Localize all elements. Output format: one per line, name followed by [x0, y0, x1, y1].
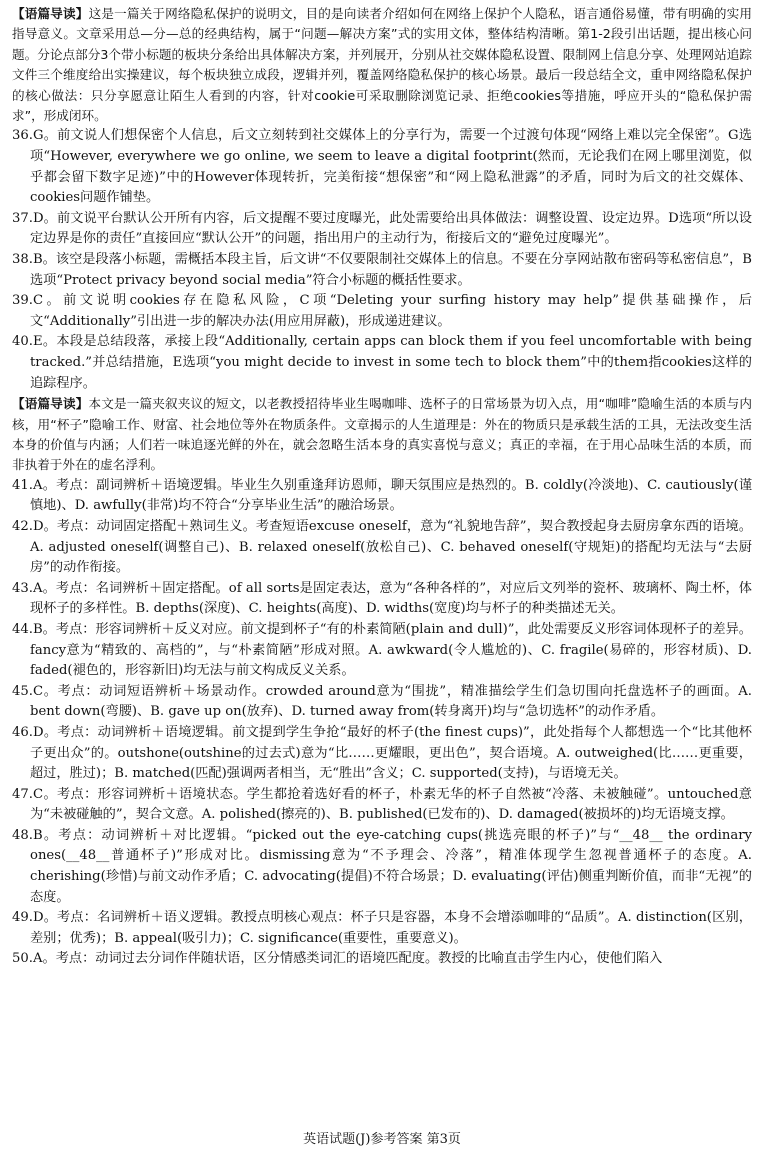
answer-item [12, 826, 752, 908]
question-number: 49. [12, 910, 33, 926]
question-number: 50. [12, 951, 33, 967]
answer-item [12, 517, 752, 579]
question-number: 41. [12, 477, 33, 493]
answer-item [12, 291, 752, 332]
intro-label: 【语篇导读】 [12, 396, 89, 412]
question-number: 48. [12, 827, 33, 843]
answer-item [12, 908, 752, 949]
answer-text: D。考点：名词辨析＋语义逻辑。教授点明核心观点：杯子只是容器，本身不会增添咖啡的“品质”。A. distinction(区别，差别；优秀)；B. appeal(吸引力)；C. significance(重要性，重要意义)。 [30, 910, 752, 946]
answer-item [12, 682, 752, 723]
page-footer: 英语试题(J)参考答案 第3页 [303, 1132, 461, 1147]
question-number: 45. [12, 683, 33, 699]
answer-key-page [12, 4, 752, 970]
question-number: 39. [12, 293, 33, 309]
answer-text: D。考点：动词固定搭配＋熟词生义。考查短语excuse oneself，意为“礼貌地告辞”，契合教授起身去厨房拿东西的语境。A. adjusted oneself(调整自己)、B. relaxed oneself(放松自己)、C. behaved oneself(守规矩)的搭配均无法与“去厨房”的动作衔接。 [30, 518, 752, 576]
answer-text: A。考点：动词过去分词作伴随状语，区分情感类词汇的语境匹配度。教授的比喻直击学生内心，使他们陷入 [32, 951, 663, 967]
intro-text: 本文是一篇夹叙夹议的短文，以老教授招待毕业生喝咖啡、选杯子的日常场景为切入点，用“咖啡”隐喻生活的本质与内核，用“杯子”隐喻工作、财富、社会地位等外在物质条件。文章揭示的人生道理是：外在的物质只是承载生活的工具，无法改变生活本身的价值与内涵；人们若一味追逐光鲜的外在，就会忽略生活本身的真实喜悦与意义；真正的幸福，在于用心品味生活的本质，而非执着于外在的虚名浮利。 [12, 396, 752, 473]
question-number: 42. [12, 518, 33, 534]
answer-text: B。考点：形容词辨析＋反义对应。前文提到杯子“有的朴素简陋(plain and dull)”，此处需要反义形容词体现杯子的差异。fancy意为“精致的、高档的”，与“朴素简陋”形成对照。A. awkward(令人尴尬的)、C. fragile(易碎的，形容材质)、D. faded(褪色的，形容新旧)均无法与前文构成反义关系。 [30, 621, 752, 679]
answer-item [12, 476, 752, 517]
question-number: 44. [12, 621, 33, 637]
question-number: 46. [12, 724, 33, 740]
answer-item [12, 250, 752, 291]
answer-text: E。本段是总结段落，承接上段“Additionally, certain apps can block them if you feel uncomfortable with being tracked.”并总结措施，E选项“you might decide to invest in some tech to block them”中的them指cookies这样的追踪程序。 [30, 334, 752, 391]
answer-text: A。考点：名词辨析＋固定搭配。of all sorts是固定表达，意为“各种各样的”，对应后文列举的瓷杯、玻璃杯、陶土杯，体现杯子的多样性。B. depths(深度)、C. heights(高度)、D. widths(宽度)均与杯子的种类描述无关。 [30, 580, 752, 617]
answer-text: D。考点：动词辨析＋语境逻辑。前文提到学生争抢“最好的杯子(the finest cups)”，此处指每个人都想选一个“比其他杯子更出众”的。outshone(outshine的过去式)意为“比……更耀眼，更出色”，契合语境。A. outweighed(比……更重要，超过，胜过)；B. matched(匹配)强调两者相当，无“胜出”含义；C. supported(支持)，与语境无关。 [30, 724, 752, 782]
question-number: 38. [12, 252, 33, 267]
answer-text: C。考点：动词短语辨析＋场景动作。crowded around意为“围拢”，精准描绘学生们急切围向托盘选杯子的画面。A. bent down(弯腰)、B. gave up on(放弃)、D. turned away from(转身离开)均与“急切选杯”的动作矛盾。 [30, 683, 752, 720]
answer-item [12, 209, 752, 250]
answer-item [12, 785, 752, 826]
answer-text: G。前文说人们想保密个人信息，后文立刻转到社交媒体上的分享行为，需要一个过渡句体现“网络上难以完全保密”。G选项“However, everywhere we go online, we seem to leave a digital footprint(然而，无论我们在网上哪里浏览，似乎都会留下数字足迹)”中的However体现转折，完美衔接“想保密”和“网上隐私泄露”的矛盾，同时为后文的社交媒体、cookies问题作铺垫。 [30, 128, 752, 206]
answer-item [12, 723, 752, 785]
answers-block-2 [12, 476, 752, 970]
passage-intro-1 [12, 4, 752, 126]
passage-intro-2 [12, 394, 752, 476]
question-number: 40. [12, 334, 33, 350]
intro-label: 【语篇导读】 [12, 6, 89, 21]
answer-text: C。前文说明cookies存在隐私风险，C项“Deleting your surfing history may help”提供基础操作，后文“Additionally”引出进一步的解决办法(用应用屏蔽)，形成递进建议。 [30, 293, 752, 329]
answer-item [12, 126, 752, 208]
answer-item [12, 620, 752, 682]
answer-item [12, 949, 752, 970]
answer-item [12, 332, 752, 394]
question-number: 37. [12, 210, 33, 226]
question-number: 47. [12, 786, 33, 802]
answer-text: B。该空是段落小标题，需概括本段主旨，后文讲“不仅要限制社交媒体上的信息。不要在分享网站散布密码等私密信息”，B选项“Protect privacy beyond social media”符合小标题的概括性要求。 [30, 252, 752, 288]
answer-text: A。考点：副词辨析＋语境逻辑。毕业生久别重逢拜访恩师，聊天氛围应是热烈的。B. coldly(冷淡地)、C. cautiously(谨慎地)、D. awfully(非常)均不符合“分享毕业生活”的融洽场景。 [30, 477, 752, 514]
question-number: 36. [12, 128, 33, 144]
answer-text: D。前文说平台默认公开所有内容，后文提醒不要过度曝光，此处需要给出具体做法：调整设置、设定边界。D选项“所以设定边界是你的责任”直接回应“默认公开”的问题，指出用户的主动行为，衔接后文的“避免过度曝光”。 [30, 210, 752, 247]
answers-block-1 [12, 126, 752, 394]
question-number: 43. [12, 580, 33, 596]
answer-item [12, 579, 752, 620]
answer-text: C。考点：形容词辨析＋语境状态。学生都抢着选好看的杯子，朴素无华的杯子自然被“冷落、未被触碰”。untouched意为“未被碰触的”，契合文意。A. polished(擦亮的)、B. published(已发布的)、D. damaged(被损坏的)均无语境支撑。 [30, 786, 752, 823]
answer-text: B。考点：动词辨析＋对比逻辑。“picked out the eye-catching cups(挑选亮眼的杯子)”与“__48__ the ordinary ones(__48__普通杯子)”形成对比。dismissing意为“不予理会、冷落”，精准体现学生忽视普通杯子的态度。A. cherishing(珍惜)与前文动作矛盾；C. advocating(提倡)不符合场景；D. evaluating(评估)侧重判断价值，而非“无视”的态度。 [30, 827, 752, 905]
intro-text: 这是一篇关于网络隐私保护的说明文，目的是向读者介绍如何在网络上保护个人隐私，语言通俗易懂，带有明确的实用指导意义。文章采用总—分—总的经典结构，属于“问题—解决方案”式的实用文体，整体结构清晰。第1-2段引出话题，提出核心问题。分论点部分3个带小标题的板块分条给出具体解决方案，并列展开，分别从社交媒体隐私设置、限制网上信息分享、处理网站追踪文件三个维度给出实操建议，每个板块独立成段，逻辑并列，覆盖网络隐私保护的核心场景。最后一段总结全文，重申网络隐私保护的核心做法：只分享愿意让陌生人看到的内容，针对cookie可采取删除浏览记录、拒绝cookies等措施，呼应开头的“隐私保护需求”，形成闭环。 [12, 6, 753, 124]
